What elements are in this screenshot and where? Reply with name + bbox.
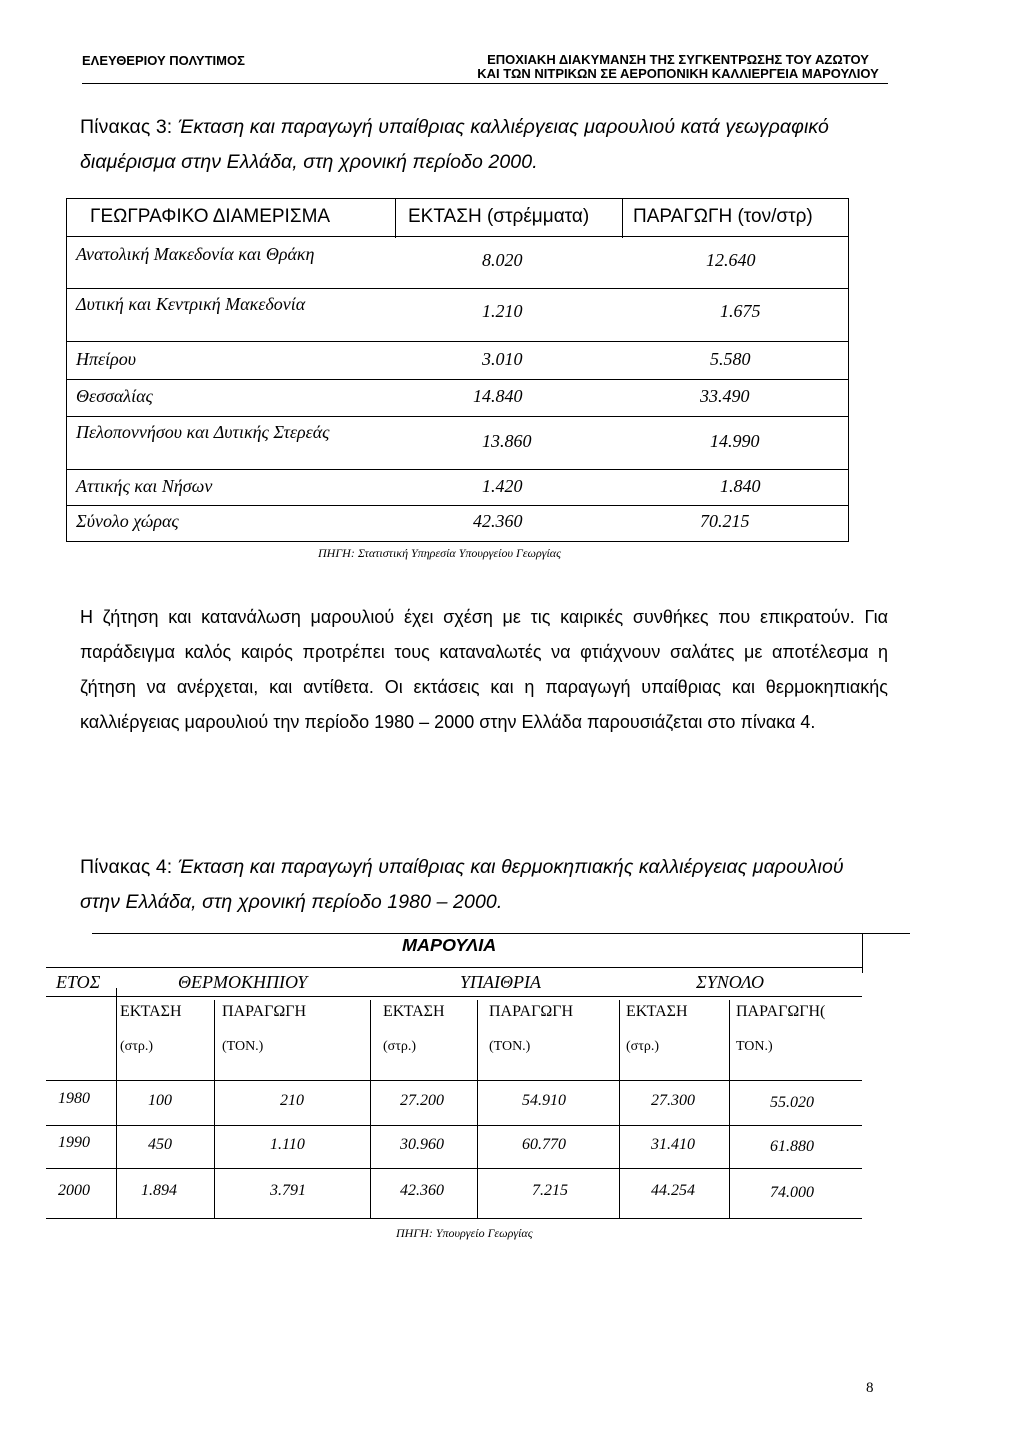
table4-row-rule [46,1168,862,1169]
table3-region-cell: Αττικής και Νήσων [76,476,213,496]
header-rule [82,83,888,84]
table4-col-divider [729,1000,730,1218]
table3-production-cell: 70.215 [700,511,750,531]
table3-row-rule [66,379,849,380]
table4-sub-area: ΕΚΤΑΣΗ [120,1003,182,1020]
table3-row-rule [66,341,849,342]
table4-border-bottom [46,1218,862,1219]
table4-value-cell: 100 [148,1092,172,1109]
table3-area-cell: 42.360 [473,511,523,531]
table4-year-header: ΕΤΟΣ [56,972,101,992]
table4-col-divider [370,1000,371,1218]
table4-border-top [92,933,910,934]
table4-value-cell: 210 [280,1092,304,1109]
body-paragraph: Η ζήτηση και κατανάλωση μαρουλιού έχει σχέση με τις καιρικές συνθήκες που επικρατούν. Για παράδειγμα καλός καιρός προτρέπει τους καταναλωτές να φτιάχνουν σαλάτες με αποτέλεσμα η ζήτηση να ανέρχεται, και αντίθετα. Οι εκτάσεις και η παραγωγή υπαίθριας και θερμοκηπιακής καλλιέργειας μαρουλιού την περίοδο 1980 – 2000 στην Ελλάδα παρουσιάζεται στο πίνακα 4. [80,607,888,732]
table3-region-cell: Ηπείρου [76,349,137,369]
table4-sub-area-unit: (στρ.) [383,1039,416,1054]
table3-area-cell: 1.420 [482,476,523,496]
table3-area-cell: 8.020 [482,250,523,270]
table3-area-cell: 3.010 [482,349,523,369]
table3-header-rule [66,236,849,237]
table4-value-cell: 30.960 [400,1136,444,1153]
table3-border-top [66,198,849,199]
table4-value-cell: 60.770 [522,1136,566,1153]
table4-header-rule [46,1080,862,1081]
table4-caption-text: Έκταση και παραγωγή υπαίθριας και θερμοκηπιακής καλλιέργειας μαρουλιού στην Ελλάδα, στη χρονική περίοδο 1980 – 2000. [80,856,844,913]
table3-production-cell: 1.675 [720,301,761,321]
table4-sub-production-unit: (ΤΟΝ.) [489,1039,531,1054]
table3-border-bottom [66,541,849,542]
running-header-title-line1: ΕΠΟΧΙΑΚΗ ΔΙΑΚΥΜΑΝΣΗ ΤΗΣ ΣΥΓΚΕΝΤΡΩΣΗΣ ΤΟΥ ΑΖΩΤΟΥ [487,52,869,67]
table3-region-cell: Πελοποννήσου και Δυτικής Στερεάς [76,422,330,442]
table4-value-cell: 44.254 [651,1182,695,1199]
table4-sub-area: ΕΚΤΑΣΗ [383,1003,445,1020]
table4-value-cell: 3.791 [270,1182,306,1199]
table3-col-divider-2 [622,198,623,238]
table4-col-divider [619,1000,620,1218]
table4-border-right [862,933,863,973]
table3-production-cell: 5.580 [710,349,751,369]
page-number: 8 [866,1380,874,1396]
table3-header-area: ΕΚΤΑΣΗ (στρέμματα) [408,206,590,227]
table3-production-cell: 14.990 [710,431,760,451]
table4-sub-production: ΠΑΡΑΓΩΓΗ [489,1003,574,1020]
table4-value-cell: 42.360 [400,1182,444,1199]
table3-border-right [848,198,849,542]
table4-value-cell: 55.020 [770,1094,814,1111]
table4-row-rule [46,1125,862,1126]
table4-label: Πίνακας 4: [80,856,173,878]
table4-year-cell: 1980 [58,1090,90,1107]
table4-sub-production: ΠΑΡΑΓΩΓΗ [222,1003,307,1020]
table4-value-cell: 450 [148,1136,172,1153]
table3-area-cell: 13.860 [482,431,532,451]
table4-sub-production-unit: (ΤΟΝ.) [222,1039,264,1054]
table4-value-cell: 31.410 [651,1136,695,1153]
table3-region-cell: Σύνολο χώρας [76,511,179,531]
table4-col-divider [477,1000,478,1218]
table3-area-cell: 1.210 [482,301,523,321]
running-header-author: ΕΛΕΥΘΕΡΙΟΥ ΠΟΛΥΤΙΜΟΣ [82,53,245,68]
table4-group-greenhouse: ΘΕΡΜΟΚΗΠΙΟΥ [178,972,308,992]
table4-sub-area: ΕΚΤΑΣΗ [626,1003,688,1020]
table3-row-rule [66,469,849,470]
table3-caption [80,110,880,180]
table4-sub-production: ΠΑΡΑΓΩΓΗ( [736,1003,826,1020]
table4-source: ΠΗΓΗ: Υπουργείο Γεωργίας [396,1226,533,1240]
table3-region-cell: Δυτική και Κεντρική Μακεδονία [76,294,306,314]
table3-production-cell: 1.840 [720,476,761,496]
table4-year-cell: 1990 [58,1134,90,1151]
table4 [46,928,866,1228]
table4-sub-production-unit: ΤΟΝ.) [736,1039,773,1054]
running-header-title-line2: ΚΑΙ ΤΩΝ ΝΙΤΡΙΚΩΝ ΣΕ ΑΕΡΟΠΟΝΙΚΗ ΚΑΛΛΙΕΡΓΕΙΑ ΜΑΡΟΥΛΙΟΥ [477,66,879,81]
table4-value-cell: 7.215 [532,1182,568,1199]
table4-sub-area-unit: (στρ.) [626,1039,659,1054]
table3-row-rule [66,505,849,506]
table3-header-production: ΠΑΡΑΓΩΓΗ (τον/στρ) [633,206,813,227]
table4-value-cell: 74.000 [770,1184,814,1201]
table3-area-cell: 14.840 [473,386,523,406]
table4-year-cell: 2000 [58,1182,90,1199]
table3-region-cell: Ανατολική Μακεδονία και Θράκη [76,244,315,264]
table3 [66,198,849,542]
table4-sub-area-unit: (στρ.) [120,1039,153,1054]
table4-group-rule [46,996,862,997]
table4-value-cell: 1.110 [270,1136,305,1153]
table4-value-cell: 27.200 [400,1092,444,1109]
table4-value-cell: 61.880 [770,1138,814,1155]
table4-col-divider [116,988,117,1218]
table3-production-cell: 33.490 [700,386,750,406]
table4-caption [80,850,880,920]
table4-group-total: ΣΥΝΟΛΟ [696,972,765,992]
table4-value-cell: 27.300 [651,1092,695,1109]
table3-col-divider-1 [395,198,396,238]
table4-group-outdoor: ΥΠΑΙΘΡΙΑ [460,972,541,992]
table4-title: ΜΑΡΟΥΛΙΑ [402,935,497,955]
table3-border-left [66,198,67,542]
table4-value-cell: 1.894 [141,1182,177,1199]
table3-source: ΠΗΓΗ: Στατιστική Υπηρεσία Υπουργείου Γεωργίας [318,546,561,560]
table3-label: Πίνακας 3: [80,116,173,138]
table3-caption-text: Έκταση και παραγωγή υπαίθριας καλλιέργειας μαρουλιού κατά γεωγραφικό διαμέρισμα στην Ελλάδα, στη χρονική περίοδο 2000. [80,116,829,173]
table4-title-rule [46,967,862,968]
table3-region-cell: Θεσσαλίας [76,386,153,406]
table3-header-region: ΓΕΩΓΡΑΦΙΚΟ ΔΙΑΜΕΡΙΣΜΑ [90,206,331,227]
table3-row-rule [66,288,849,289]
table4-value-cell: 54.910 [522,1092,566,1109]
table3-production-cell: 12.640 [706,250,756,270]
running-header-title [468,53,888,81]
table3-row-rule [66,416,849,417]
table4-col-divider [214,1000,215,1218]
